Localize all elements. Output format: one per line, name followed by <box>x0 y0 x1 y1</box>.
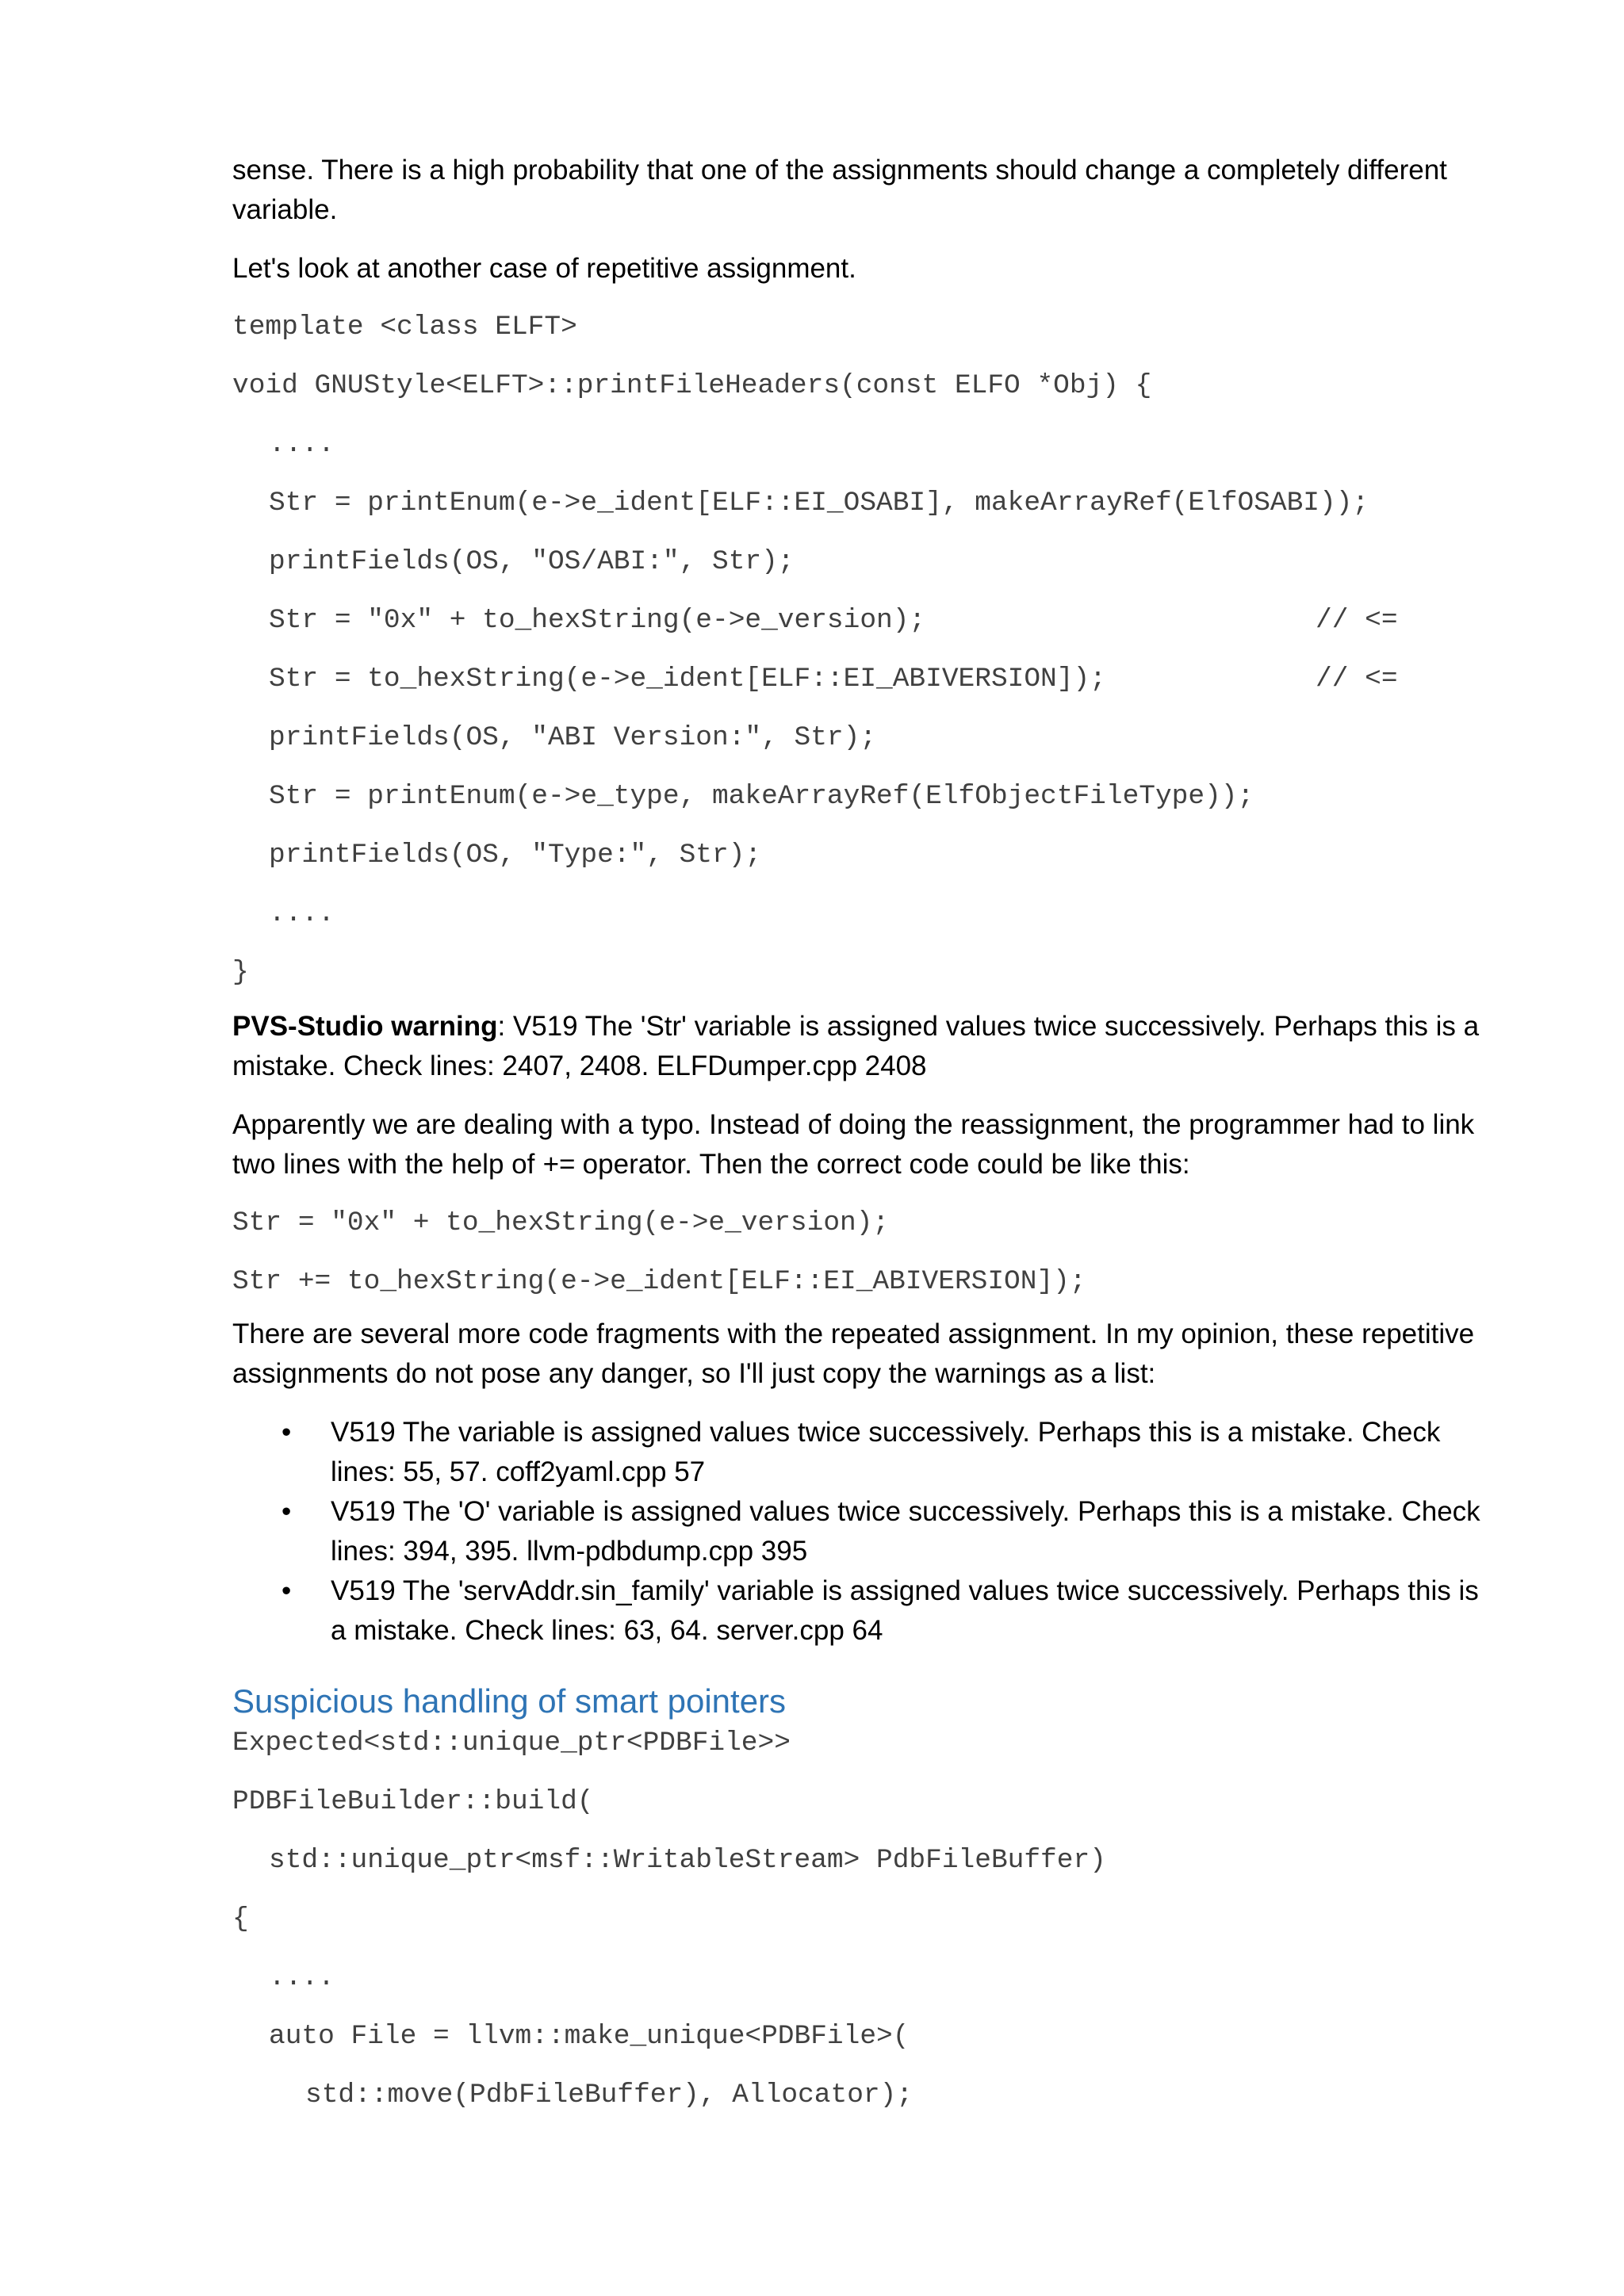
section-heading: Suspicious handling of smart pointers <box>232 1682 787 1720</box>
explanation-paragraph <box>232 1105 1501 1184</box>
document-page <box>232 151 1501 2125</box>
code-line: std::unique_ptr<msf::WritableStream> PdbFileBuffer) <box>269 1845 1106 1876</box>
code-line <box>232 591 1501 650</box>
code-line: .... <box>269 1962 335 1993</box>
code-line: Str += to_hexString(e->e_ident[ELF::EI_ABIVERSION]); <box>232 1266 1086 1297</box>
code-text: Str = "0x" + to_hexString(e->e_version); <box>269 605 926 636</box>
code-block-fixed <box>232 1194 1501 1311</box>
code-line: .... <box>269 898 335 929</box>
code-line: printFields(OS, "OS/ABI:", Str); <box>269 546 795 577</box>
code-line: printFields(OS, "Type:", Str); <box>269 840 762 871</box>
code-line: std::move(PdbFileBuffer), Allocator); <box>305 2080 914 2110</box>
code-line: Str = "0x" + to_hexString(e->e_version); <box>232 1207 890 1238</box>
code-line: template <class ELFT> <box>232 312 577 342</box>
pvs-warning-text: : V519 The 'Str' variable is assigned values twice successively. Perhaps this is a mistake. Check lines: 2407, 2408. ELFDumper.cpp 2408 <box>232 1011 1480 1081</box>
list-item-text: V519 The 'O' variable is assigned values twice successively. Perhaps this is a mistake. Check lines: 394, 395. llvm-pdbdump.cpp 395 <box>331 1496 1480 1567</box>
operator-text: += <box>542 1149 575 1180</box>
bullet-icon: • <box>282 1575 292 1606</box>
pvs-warning-label: PVS-Studio warning <box>232 1011 498 1042</box>
code-line: auto File = llvm::make_unique<PDBFile>( <box>269 2021 910 2052</box>
code-block-pdb <box>232 1714 1501 2125</box>
code-line: printFields(OS, "ABI Version:", Str); <box>269 722 877 753</box>
warning-list <box>232 1413 1501 1651</box>
list-item-text: V519 The 'servAddr.sin_family' variable is assigned values twice successively. Perhaps this is a mistake. Check lines: 63, 64. server.cpp 64 <box>331 1575 1479 1646</box>
list-item <box>232 1571 1501 1651</box>
code-line: } <box>232 957 249 988</box>
list-item <box>232 1413 1501 1492</box>
intro-paragraph-2: Let's look at another case of repetitive assignment. <box>232 253 856 284</box>
code-comment-marker: // <= <box>1316 605 1398 636</box>
list-item-text: V519 The variable is assigned values twice successively. Perhaps this is a mistake. Check lines: 55, 57. coff2yaml.cpp 57 <box>331 1417 1441 1487</box>
pvs-warning-paragraph <box>232 1007 1501 1086</box>
bullet-icon: • <box>282 1417 292 1448</box>
code-text: Str = to_hexString(e->e_ident[ELF::EI_ABIVERSION]); <box>269 664 1106 695</box>
list-intro-paragraph: There are several more code fragments with the repeated assignment. In my opinion, these repetitive assignments do not pose any danger, so I'll just copy the warnings as a list: <box>232 1318 1475 1389</box>
code-line: void GNUStyle<ELFT>::printFileHeaders(const ELFO *Obj) { <box>232 370 1152 401</box>
code-block-elf-dumper <box>232 298 1501 1002</box>
code-line: .... <box>269 429 335 460</box>
code-line: Str = printEnum(e->e_type, makeArrayRef(ElfObjectFileType)); <box>269 781 1254 812</box>
code-line: Expected<std::unique_ptr<PDBFile>> <box>232 1728 791 1758</box>
code-line: { <box>232 1904 249 1934</box>
bullet-icon: • <box>282 1496 292 1527</box>
explanation-after: operator. Then the correct code could be like this: <box>574 1149 1190 1180</box>
code-comment-marker: // <= <box>1316 664 1398 695</box>
code-line: Str = printEnum(e->e_ident[ELF::EI_OSABI], makeArrayRef(ElfOSABI)); <box>269 488 1369 519</box>
intro-paragraph: sense. There is a high probability that one of the assignments should change a completely different variable. <box>232 155 1447 225</box>
list-item <box>232 1492 1501 1571</box>
code-line: PDBFileBuilder::build( <box>232 1786 594 1817</box>
code-line <box>232 650 1501 709</box>
explanation-before: Apparently we are dealing with a typo. Instead of doing the reassignment, the programmer had to link two lines with the help of <box>232 1109 1475 1180</box>
